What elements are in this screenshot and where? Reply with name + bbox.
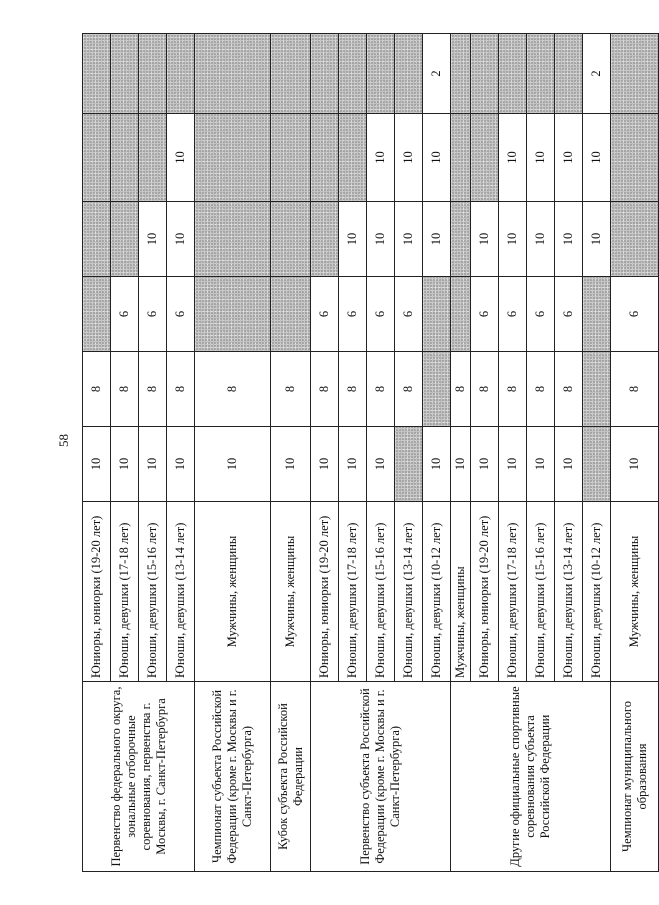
- value-cell: 2: [583, 34, 611, 114]
- value-cell: 10: [167, 202, 195, 277]
- value-cell: [167, 34, 195, 114]
- event-name-cell: Чемпионат субъекта Российской Федерации (кроме г. Москвы и г. Санкт-Петербурга): [195, 682, 271, 872]
- value-cell: [395, 34, 423, 114]
- value-cell: [451, 34, 471, 114]
- age-group-cell: Юноши, девушки (15-16 лет): [367, 502, 395, 682]
- event-name-cell: Чемпионат муниципального образования: [611, 682, 659, 872]
- value-cell: 10: [339, 427, 367, 502]
- value-cell: [111, 114, 139, 202]
- value-cell: 8: [611, 352, 659, 427]
- value-cell: [527, 34, 555, 114]
- value-cell: [311, 114, 339, 202]
- age-group-cell: Юноши, девушки (13-14 лет): [395, 502, 423, 682]
- value-cell: 10: [271, 427, 311, 502]
- value-cell: 6: [311, 277, 339, 352]
- value-cell: 10: [451, 427, 471, 502]
- value-cell: 6: [527, 277, 555, 352]
- value-cell: [195, 114, 271, 202]
- value-cell: 10: [499, 427, 527, 502]
- value-cell: [611, 34, 659, 114]
- age-group-cell: Юниоры, юниорки (19-20 лет): [311, 502, 339, 682]
- value-cell: 8: [395, 352, 423, 427]
- value-cell: 10: [367, 427, 395, 502]
- value-cell: 10: [527, 427, 555, 502]
- table-row: [451, 34, 471, 872]
- value-cell: 8: [471, 352, 499, 427]
- age-group-cell: Юноши, девушки (13-14 лет): [555, 502, 583, 682]
- value-cell: [423, 277, 451, 352]
- value-cell: 10: [139, 427, 167, 502]
- value-cell: 10: [423, 202, 451, 277]
- value-cell: 10: [167, 114, 195, 202]
- value-cell: [451, 202, 471, 277]
- value-cell: 6: [139, 277, 167, 352]
- age-group-cell: Юноши, девушки (17-18 лет): [499, 502, 527, 682]
- age-group-cell: Мужчины, женщины: [451, 502, 471, 682]
- value-cell: 10: [555, 427, 583, 502]
- value-cell: 8: [451, 352, 471, 427]
- value-cell: [271, 202, 311, 277]
- age-group-cell: Юноши, девушки (10-12 лет): [583, 502, 611, 682]
- value-cell: 10: [83, 427, 111, 502]
- value-cell: [271, 114, 311, 202]
- value-cell: [583, 352, 611, 427]
- value-cell: [555, 34, 583, 114]
- value-cell: 10: [195, 427, 271, 502]
- value-cell: 8: [555, 352, 583, 427]
- value-cell: [451, 277, 471, 352]
- value-cell: [83, 114, 111, 202]
- value-cell: 6: [111, 277, 139, 352]
- page-number: 58: [56, 434, 71, 447]
- value-cell: 8: [367, 352, 395, 427]
- value-cell: [139, 114, 167, 202]
- value-cell: [83, 34, 111, 114]
- table-row: [83, 34, 111, 872]
- value-cell: 6: [499, 277, 527, 352]
- value-cell: 8: [111, 352, 139, 427]
- value-cell: [111, 202, 139, 277]
- value-cell: 10: [367, 114, 395, 202]
- value-cell: 10: [339, 202, 367, 277]
- table-row: [271, 34, 311, 872]
- age-group-cell: Юниоры, юниорки (19-20 лет): [83, 502, 111, 682]
- value-cell: [611, 202, 659, 277]
- table-row: [311, 34, 339, 872]
- value-cell: 10: [499, 114, 527, 202]
- rotated-table-frame: [82, 34, 649, 872]
- value-cell: [471, 34, 499, 114]
- age-group-cell: Юноши, девушки (15-16 лет): [527, 502, 555, 682]
- value-cell: 10: [499, 202, 527, 277]
- value-cell: [611, 114, 659, 202]
- value-cell: 8: [527, 352, 555, 427]
- age-group-cell: Юниоры, юниорки (19-20 лет): [471, 502, 499, 682]
- value-cell: 10: [395, 202, 423, 277]
- value-cell: 10: [471, 202, 499, 277]
- value-cell: 10: [583, 114, 611, 202]
- age-group-cell: Юноши, девушки (13-14 лет): [167, 502, 195, 682]
- age-group-cell: Мужчины, женщины: [271, 502, 311, 682]
- value-cell: 10: [395, 114, 423, 202]
- value-cell: [195, 277, 271, 352]
- age-group-cell: Юноши, девушки (17-18 лет): [111, 502, 139, 682]
- value-cell: [271, 277, 311, 352]
- value-cell: 10: [167, 427, 195, 502]
- value-cell: [195, 202, 271, 277]
- value-cell: [271, 34, 311, 114]
- value-cell: 6: [367, 277, 395, 352]
- age-group-cell: Юноши, девушки (17-18 лет): [339, 502, 367, 682]
- value-cell: [395, 427, 423, 502]
- value-cell: [83, 202, 111, 277]
- value-cell: 8: [83, 352, 111, 427]
- value-cell: 10: [367, 202, 395, 277]
- value-cell: 8: [311, 352, 339, 427]
- value-cell: [471, 114, 499, 202]
- event-name-cell: Первенство федерального округа, зональные отборочные соревнования, первенства г. Москвы, г. Санкт-Петербурга: [83, 682, 195, 872]
- value-cell: 10: [555, 114, 583, 202]
- value-cell: 6: [339, 277, 367, 352]
- value-cell: [83, 277, 111, 352]
- value-cell: 6: [167, 277, 195, 352]
- value-cell: 10: [527, 202, 555, 277]
- value-cell: [339, 34, 367, 114]
- value-cell: 10: [139, 202, 167, 277]
- value-cell: [339, 114, 367, 202]
- value-cell: [111, 34, 139, 114]
- value-cell: 8: [339, 352, 367, 427]
- value-cell: 6: [555, 277, 583, 352]
- age-group-cell: Юноши, девушки (15-16 лет): [139, 502, 167, 682]
- age-group-cell: Мужчины, женщины: [195, 502, 271, 682]
- value-cell: 6: [395, 277, 423, 352]
- event-name-cell: Первенство субъекта Российской Федерации (кроме г. Москвы и г. Санкт-Петербурга): [311, 682, 451, 872]
- value-cell: 10: [111, 427, 139, 502]
- value-cell: 10: [423, 427, 451, 502]
- value-cell: [583, 427, 611, 502]
- value-cell: 10: [611, 427, 659, 502]
- event-name-cell: Другие официальные спортивные соревнования субъекта Российской Федерации: [451, 682, 611, 872]
- value-cell: 10: [583, 202, 611, 277]
- table-row: [195, 34, 271, 872]
- value-cell: [583, 277, 611, 352]
- value-cell: 6: [471, 277, 499, 352]
- value-cell: [195, 34, 271, 114]
- value-cell: 8: [271, 352, 311, 427]
- table-row: [611, 34, 659, 872]
- age-group-cell: Мужчины, женщины: [611, 502, 659, 682]
- value-cell: 8: [195, 352, 271, 427]
- value-cell: [451, 114, 471, 202]
- value-cell: 8: [499, 352, 527, 427]
- value-cell: [499, 34, 527, 114]
- value-cell: 10: [527, 114, 555, 202]
- value-cell: [311, 34, 339, 114]
- event-name-cell: Кубок субъекта Российской Федерации: [271, 682, 311, 872]
- competition-table: [82, 33, 659, 872]
- value-cell: [139, 34, 167, 114]
- value-cell: 2: [423, 34, 451, 114]
- value-cell: [311, 202, 339, 277]
- value-cell: [367, 34, 395, 114]
- value-cell: 8: [139, 352, 167, 427]
- value-cell: 10: [555, 202, 583, 277]
- value-cell: [423, 352, 451, 427]
- value-cell: 10: [311, 427, 339, 502]
- value-cell: 10: [471, 427, 499, 502]
- value-cell: 10: [423, 114, 451, 202]
- value-cell: 6: [611, 277, 659, 352]
- age-group-cell: Юноши, девушки (10-12 лет): [423, 502, 451, 682]
- value-cell: 8: [167, 352, 195, 427]
